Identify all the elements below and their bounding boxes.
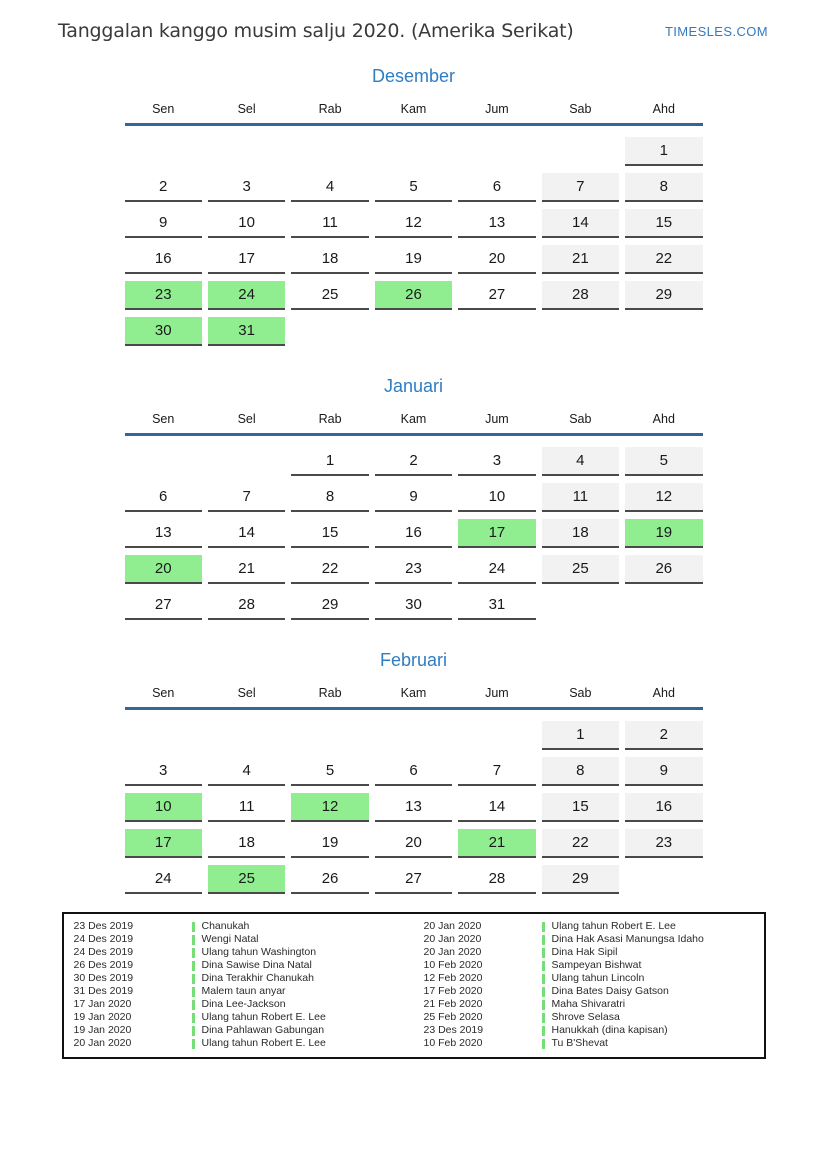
day-cell: 2	[625, 721, 702, 750]
day-cell: 3	[208, 173, 285, 202]
day-cell: 18	[542, 519, 619, 548]
day-cell: 21	[208, 555, 285, 584]
weekday-label: Sab	[569, 412, 592, 426]
weekday-label: Rab	[318, 412, 342, 426]
day-cell: 8	[625, 173, 702, 202]
day-cell: 5	[291, 757, 368, 786]
legend-item	[64, 959, 414, 972]
day-cell: 11	[208, 793, 285, 822]
day-cell: 15	[542, 793, 619, 822]
day-grid	[125, 137, 703, 346]
day-cell: 27	[458, 281, 535, 310]
day-cell: 7	[542, 173, 619, 202]
page-header	[0, 0, 827, 42]
legend-label: Shrove Selasa	[551, 1011, 620, 1023]
day-grid	[125, 721, 703, 894]
day-cell: 19	[625, 519, 702, 548]
holiday-marker	[192, 961, 195, 971]
day-cell: 23	[125, 281, 202, 310]
weekday-label: Sen	[152, 412, 175, 426]
legend-date: 20 Jan 2020	[423, 946, 482, 958]
day-cell: 11	[291, 209, 368, 238]
holiday-marker	[192, 1026, 195, 1036]
day-cell: 4	[208, 757, 285, 786]
legend-label: Ulang tahun Robert E. Lee	[551, 920, 676, 932]
holiday-marker	[542, 1039, 545, 1049]
day-cell-empty	[458, 137, 535, 166]
day-cell: 28	[458, 865, 535, 894]
day-cell: 27	[375, 865, 452, 894]
weekday-label: Kam	[400, 102, 427, 116]
day-cell: 28	[208, 591, 285, 620]
day-cell-empty	[542, 137, 619, 166]
day-cell: 21	[542, 245, 619, 274]
day-cell-empty	[208, 447, 285, 476]
day-cell: 6	[125, 483, 202, 512]
day-cell: 2	[125, 173, 202, 202]
holiday-marker	[192, 987, 195, 997]
holiday-marker	[542, 922, 545, 932]
legend-label: Ulang tahun Robert E. Lee	[201, 1011, 326, 1023]
holiday-marker	[192, 1013, 195, 1023]
day-cell: 30	[375, 591, 452, 620]
day-cell-empty	[208, 137, 285, 166]
legend-label: Malem taun anyar	[201, 985, 286, 997]
day-cell-empty	[458, 317, 535, 346]
legend-item	[414, 1024, 764, 1037]
day-cell: 31	[208, 317, 285, 346]
legend-date: 20 Jan 2020	[423, 920, 482, 932]
day-cell: 18	[291, 245, 368, 274]
legend-date: 12 Feb 2020	[423, 972, 483, 984]
day-cell: 13	[375, 793, 452, 822]
legend-date: 19 Jan 2020	[73, 1024, 132, 1036]
legend-date: 20 Jan 2020	[73, 1037, 132, 1049]
legend-item	[64, 998, 414, 1011]
day-cell: 16	[125, 245, 202, 274]
day-cell: 24	[125, 865, 202, 894]
weekday-label: Jum	[485, 412, 509, 426]
day-cell: 3	[125, 757, 202, 786]
calendar-months	[0, 66, 827, 894]
holiday-marker	[192, 922, 195, 932]
legend-item	[414, 933, 764, 946]
day-cell: 12	[625, 483, 702, 512]
day-cell: 6	[458, 173, 535, 202]
weekday-label: Ahd	[652, 686, 675, 700]
day-cell: 25	[208, 865, 285, 894]
holiday-marker	[542, 1026, 545, 1036]
day-cell: 19	[375, 245, 452, 274]
day-cell: 31	[458, 591, 535, 620]
day-cell: 25	[291, 281, 368, 310]
month-title: Desember	[371, 66, 456, 86]
day-cell: 25	[542, 555, 619, 584]
holiday-marker	[542, 987, 545, 997]
legend-item	[414, 959, 764, 972]
legend-label: Dina Terakhir Chanukah	[201, 972, 314, 984]
holiday-legend	[62, 912, 766, 1059]
weekday-label: Kam	[400, 686, 427, 700]
legend-label: Chanukah	[201, 920, 250, 932]
day-cell: 5	[375, 173, 452, 202]
day-cell: 8	[291, 483, 368, 512]
day-cell: 26	[625, 555, 702, 584]
day-cell: 16	[625, 793, 702, 822]
day-cell-empty	[542, 317, 619, 346]
day-cell: 17	[125, 829, 202, 858]
day-cell: 27	[125, 591, 202, 620]
brand-link[interactable]: TIMESLES.COM	[664, 24, 768, 39]
day-cell: 21	[458, 829, 535, 858]
weekday-label: Sen	[152, 102, 175, 116]
day-cell: 22	[291, 555, 368, 584]
day-cell: 2	[375, 447, 452, 476]
day-cell: 4	[291, 173, 368, 202]
day-cell-empty	[625, 865, 702, 894]
day-cell: 4	[542, 447, 619, 476]
legend-date: 31 Des 2019	[73, 985, 134, 997]
legend-item	[64, 933, 414, 946]
legend-date: 23 Des 2019	[73, 920, 134, 932]
holiday-marker	[192, 1000, 195, 1010]
day-cell-empty	[375, 137, 452, 166]
weekday-label: Sel	[237, 412, 256, 426]
holiday-marker	[542, 961, 545, 971]
day-cell: 16	[375, 519, 452, 548]
day-cell: 11	[542, 483, 619, 512]
legend-date: 21 Feb 2020	[423, 998, 483, 1010]
day-cell: 10	[208, 209, 285, 238]
day-cell: 17	[458, 519, 535, 548]
weekday-row	[125, 102, 703, 126]
legend-item	[64, 1011, 414, 1024]
holiday-marker	[542, 935, 545, 945]
legend-label: Hanukkah (dina kapisan)	[551, 1024, 668, 1036]
legend-item	[414, 998, 764, 1011]
day-cell-empty	[125, 721, 202, 750]
day-cell: 9	[625, 757, 702, 786]
day-cell: 14	[542, 209, 619, 238]
weekday-row	[125, 412, 703, 436]
day-grid	[125, 447, 703, 620]
day-cell: 29	[625, 281, 702, 310]
day-cell-empty	[375, 317, 452, 346]
day-cell: 7	[458, 757, 535, 786]
holiday-marker	[192, 948, 195, 958]
day-cell-empty	[125, 137, 202, 166]
day-cell: 9	[125, 209, 202, 238]
legend-label: Dina Pahlawan Gabungan	[201, 1024, 325, 1036]
day-cell: 29	[542, 865, 619, 894]
day-cell: 14	[458, 793, 535, 822]
day-cell-empty	[291, 137, 368, 166]
month-title: Januari	[383, 376, 444, 396]
weekday-label: Sel	[237, 102, 256, 116]
legend-item	[414, 920, 764, 933]
day-cell: 20	[375, 829, 452, 858]
weekday-label: Ahd	[652, 412, 675, 426]
legend-item	[414, 972, 764, 985]
legend-label: Tu B'Shevat	[551, 1037, 608, 1049]
day-cell-empty	[625, 317, 702, 346]
legend-date: 20 Jan 2020	[423, 933, 482, 945]
day-cell: 5	[625, 447, 702, 476]
legend-item	[64, 920, 414, 933]
legend-label: Dina Sawise Dina Natal	[201, 959, 312, 971]
day-cell-empty	[291, 317, 368, 346]
weekday-label: Kam	[400, 412, 427, 426]
day-cell-empty	[625, 591, 702, 620]
day-cell-empty	[458, 721, 535, 750]
legend-label: Dina Hak Sipil	[551, 946, 618, 958]
day-cell: 17	[208, 245, 285, 274]
day-cell: 22	[542, 829, 619, 858]
weekday-label: Sel	[237, 686, 256, 700]
legend-date: 10 Feb 2020	[423, 959, 483, 971]
legend-item	[414, 946, 764, 959]
day-cell: 1	[291, 447, 368, 476]
day-cell: 18	[208, 829, 285, 858]
legend-item	[64, 1024, 414, 1037]
legend-label: Ulang tahun Robert E. Lee	[201, 1037, 326, 1049]
day-cell: 12	[291, 793, 368, 822]
day-cell: 23	[375, 555, 452, 584]
day-cell: 15	[291, 519, 368, 548]
legend-label: Wengi Natal	[201, 933, 259, 945]
day-cell: 1	[625, 137, 702, 166]
weekday-label: Jum	[485, 102, 509, 116]
day-cell: 26	[375, 281, 452, 310]
legend-date: 25 Feb 2020	[423, 1011, 483, 1023]
holiday-marker	[192, 1039, 195, 1049]
holiday-marker	[542, 974, 545, 984]
legend-label: Dina Bates Daisy Gatson	[551, 985, 669, 997]
day-cell: 26	[291, 865, 368, 894]
month-februari	[125, 650, 703, 894]
legend-column	[64, 920, 414, 1050]
legend-item	[414, 1011, 764, 1024]
day-cell-empty	[375, 721, 452, 750]
legend-date: 17 Jan 2020	[73, 998, 132, 1010]
legend-column	[414, 920, 764, 1050]
legend-item	[64, 972, 414, 985]
legend-label: Maha Shivaratri	[551, 998, 626, 1010]
day-cell: 20	[125, 555, 202, 584]
day-cell: 19	[291, 829, 368, 858]
legend-label: Sampeyan Bishwat	[551, 959, 642, 971]
day-cell: 10	[458, 483, 535, 512]
legend-label: Ulang tahun Washington	[201, 946, 317, 958]
month-januari	[125, 376, 703, 620]
holiday-marker	[542, 948, 545, 958]
legend-item	[414, 1037, 764, 1050]
legend-label: Dina Lee-Jackson	[201, 998, 286, 1010]
day-cell: 20	[458, 245, 535, 274]
day-cell: 13	[125, 519, 202, 548]
day-cell-empty	[291, 721, 368, 750]
holiday-marker	[192, 974, 195, 984]
legend-label: Ulang tahun Lincoln	[551, 972, 645, 984]
page-title: Tanggalan kanggo musim salju 2020. (Amerika Serikat)	[58, 20, 574, 42]
legend-date: 24 Des 2019	[73, 933, 134, 945]
legend-date: 24 Des 2019	[73, 946, 134, 958]
day-cell: 23	[625, 829, 702, 858]
month-desember	[125, 66, 703, 346]
day-cell: 3	[458, 447, 535, 476]
legend-item	[414, 985, 764, 998]
holiday-marker	[192, 935, 195, 945]
day-cell: 22	[625, 245, 702, 274]
legend-label: Dina Hak Asasi Manungsa Idaho	[551, 933, 704, 945]
legend-item	[64, 985, 414, 998]
day-cell: 24	[208, 281, 285, 310]
legend-date: 17 Feb 2020	[423, 985, 483, 997]
weekday-label: Rab	[318, 686, 342, 700]
month-title: Februari	[379, 650, 448, 670]
legend-date: 26 Des 2019	[73, 959, 134, 971]
day-cell: 12	[375, 209, 452, 238]
day-cell: 7	[208, 483, 285, 512]
day-cell: 10	[125, 793, 202, 822]
weekday-label: Sab	[569, 102, 592, 116]
weekday-row	[125, 686, 703, 710]
day-cell: 8	[542, 757, 619, 786]
day-cell: 30	[125, 317, 202, 346]
legend-item	[64, 1037, 414, 1050]
day-cell: 24	[458, 555, 535, 584]
weekday-label: Sen	[152, 686, 175, 700]
legend-item	[64, 946, 414, 959]
day-cell-empty	[542, 591, 619, 620]
weekday-label: Rab	[318, 102, 342, 116]
day-cell: 13	[458, 209, 535, 238]
weekday-label: Jum	[485, 686, 509, 700]
day-cell: 14	[208, 519, 285, 548]
day-cell: 9	[375, 483, 452, 512]
day-cell-empty	[208, 721, 285, 750]
holiday-marker	[542, 1000, 545, 1010]
day-cell: 29	[291, 591, 368, 620]
legend-date: 10 Feb 2020	[423, 1037, 483, 1049]
day-cell: 28	[542, 281, 619, 310]
weekday-label: Ahd	[652, 102, 675, 116]
holiday-marker	[542, 1013, 545, 1023]
day-cell-empty	[125, 447, 202, 476]
legend-date: 23 Des 2019	[423, 1024, 484, 1036]
legend-date: 30 Des 2019	[73, 972, 134, 984]
legend-date: 19 Jan 2020	[73, 1011, 132, 1023]
day-cell: 15	[625, 209, 702, 238]
day-cell: 1	[542, 721, 619, 750]
day-cell: 6	[375, 757, 452, 786]
weekday-label: Sab	[569, 686, 592, 700]
